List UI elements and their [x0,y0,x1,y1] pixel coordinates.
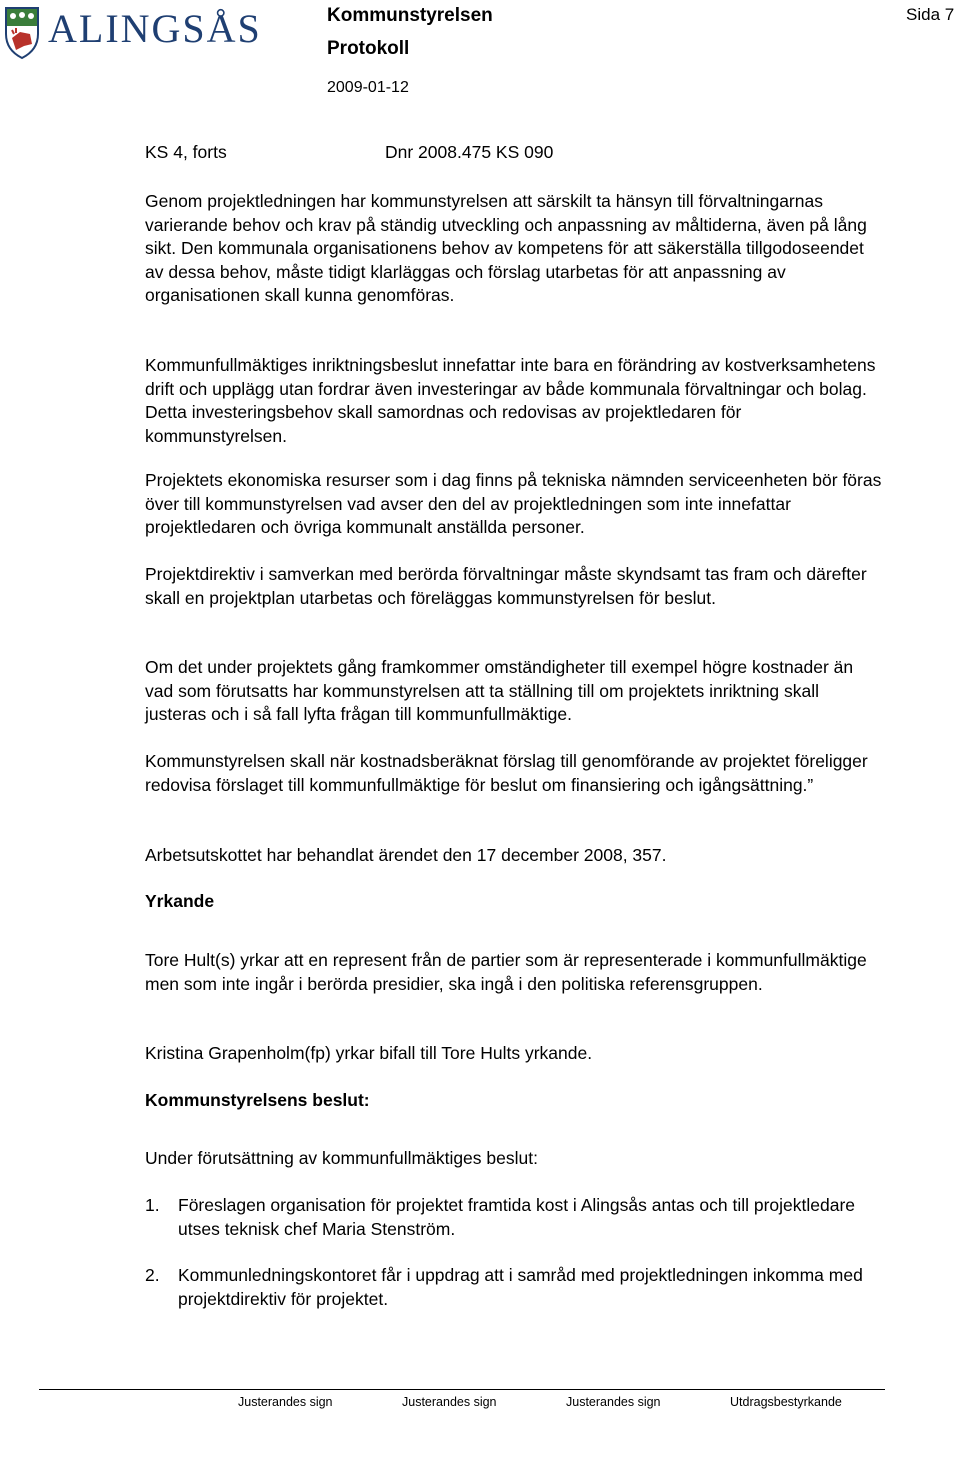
meeting-date: 2009-01-12 [327,79,409,96]
decision-item-number: 2. [145,1265,160,1285]
document-type: Protokoll [327,38,410,59]
organization-name: Kommunstyrelsen [327,5,493,26]
decision-item-number: 1. [145,1195,160,1215]
yrkande-item: Tore Hult(s) yrkar att en represent från de partier som är representerade i kommunfullmäktige men som inte ingår i berörda presidier, ska ingå i den politiska referensgruppen. [145,950,867,994]
signature-field: Justerandes sign [566,1395,661,1409]
section-reference: KS 4, forts [145,142,227,162]
coat-of-arms-icon [2,4,42,60]
decision-item-text: Kommunledningskontoret får i uppdrag att i samråd med projektledningen inkomma med projektdirektiv för projektet. [178,1265,863,1309]
yrkande-heading: Yrkande [145,891,215,911]
paragraph: Projektets ekonomiska resurser som i dag finns på tekniska nämnden serviceenheten bör föras över till kommunstyrelsen vad avser den del av projektledningen som inte innefattar projektledaren och övriga kommunalt anställda personer. [145,470,882,537]
certification-field: Utdragsbestyrkande [730,1395,842,1409]
municipality-name: ALINGSÅS [48,6,262,51]
paragraph: Genom projektledningen har kommunstyrelsen att särskilt ta hänsyn till förvaltningarnas varierande behov och krav på ständig utveckling och anpassning av måltiderna, även på lång sikt. Den kommunala organisationens behov av kompetens för att säkerställa tillgodoseendet av dessa behov, måste tidigt klarläggas och förslag utarbetas för att anpassning av organisationen skall kunna genomföras. [145,191,867,305]
paragraph: Om det under projektets gång framkommer omständigheter till exempel högre kostnader än vad som förutsatts har kommunstyrelsen att ta ställning till om projektets inriktning skall justeras och i så fall lyfta frågan till kommunfullmäktige. [145,657,854,724]
decision-heading: Kommunstyrelsens beslut: [145,1090,370,1110]
signature-field: Justerandes sign [238,1395,333,1409]
diary-number: Dnr 2008.475 KS 090 [385,142,554,162]
reference-line [145,142,554,163]
footer-divider [39,1389,885,1390]
decision-item-text: Föreslagen organisation för projektet framtida kost i Alingsås antas och till projektledare utses teknisk chef Maria Stenström. [178,1195,856,1239]
page-number: Sida 7 [906,5,955,24]
yrkande-item: Kristina Grapenholm(fp) yrkar bifall till Tore Hults yrkande. [145,1043,593,1063]
paragraph: Kommunfullmäktiges inriktningsbeslut innefattar inte bara en förändring av kostverksamhetens drift och upplägg utan fordrar även investeringar av både kommunala förvaltningar och bolag. Detta investeringsbehov skall samordnas och redovisas av projektledaren för kommunstyrelsen. [145,355,876,446]
decision-intro: Under förutsättning av kommunfullmäktiges beslut: [145,1148,538,1168]
paragraph: Arbetsutskottet har behandlat ärendet den 17 december 2008, 357. [145,845,667,865]
municipality-logo [2,4,262,62]
signature-field: Justerandes sign [402,1395,497,1409]
paragraph: Projektdirektiv i samverkan med berörda förvaltningar måste skyndsamt tas fram och därefter skall en projektplan utarbetas och föreläggas kommunstyrelsen för beslut. [145,564,867,608]
paragraph: Kommunstyrelsen skall när kostnadsberäknat förslag till genomförande av projektet föreligger redovisa förslaget till kommunfullmäktige för beslut om finansiering och igångsättning.” [145,751,868,795]
